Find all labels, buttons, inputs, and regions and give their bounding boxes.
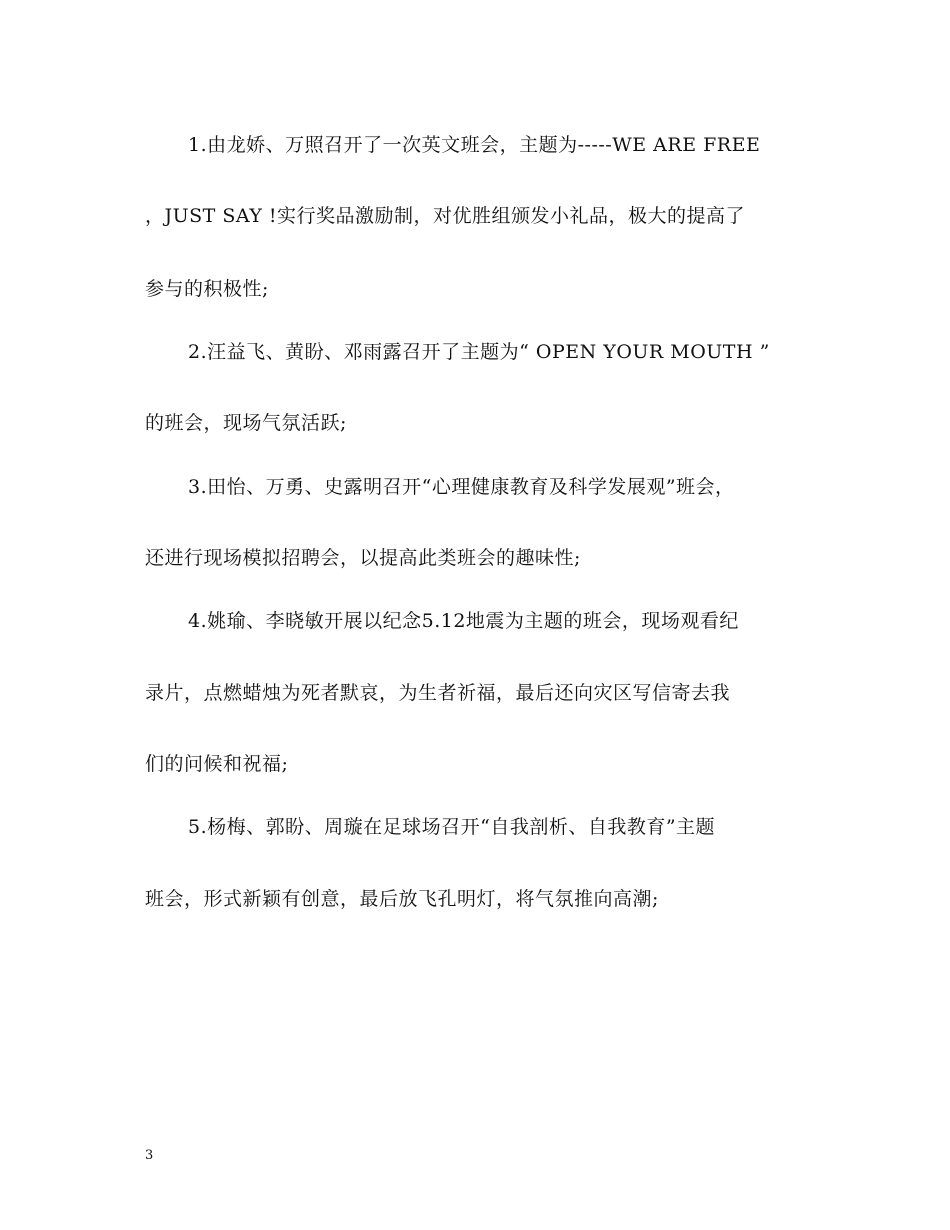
paragraph-line: 的班会，现场气氛活跃;	[145, 412, 347, 434]
paragraph-line: ，JUST SAY !实行奖品激励制，对优胜组颁发小礼品，极大的提高了	[145, 205, 746, 227]
paragraph-line: 3.田怡、万勇、史露明召开“心理健康教育及科学发展观”班会，	[188, 476, 735, 498]
paragraph-line: 参与的积极性;	[145, 278, 269, 300]
paragraph-line: 1.由龙娇、万照召开了一次英文班会，主题为-----WE ARE FREE	[188, 134, 761, 156]
paragraph-line: 班会，形式新颖有创意，最后放飞孔明灯，将气氛推向高潮;	[145, 888, 659, 910]
paragraph-line: 还进行现场模拟招聘会，以提高此类班会的趣味性;	[145, 547, 581, 569]
paragraph-line: 4.姚瑜、李晓敏开展以纪念5.12地震为主题的班会，现场观看纪	[188, 610, 739, 632]
paragraph-line: 们的问候和祝福;	[145, 753, 289, 775]
paragraph-line: 2.汪益飞、黄盼、邓雨露召开了主题为“ OPEN YOUR MOUTH ”	[188, 341, 770, 363]
page-number: 3	[145, 1148, 154, 1163]
paragraph-line: 录片，点燃蜡烛为死者默哀，为生者祈福，最后还向灾区写信寄去我	[145, 682, 731, 704]
paragraph-line: 5.杨梅、郭盼、周璇在足球场召开“自我剖析、自我教育”主题	[188, 816, 716, 838]
